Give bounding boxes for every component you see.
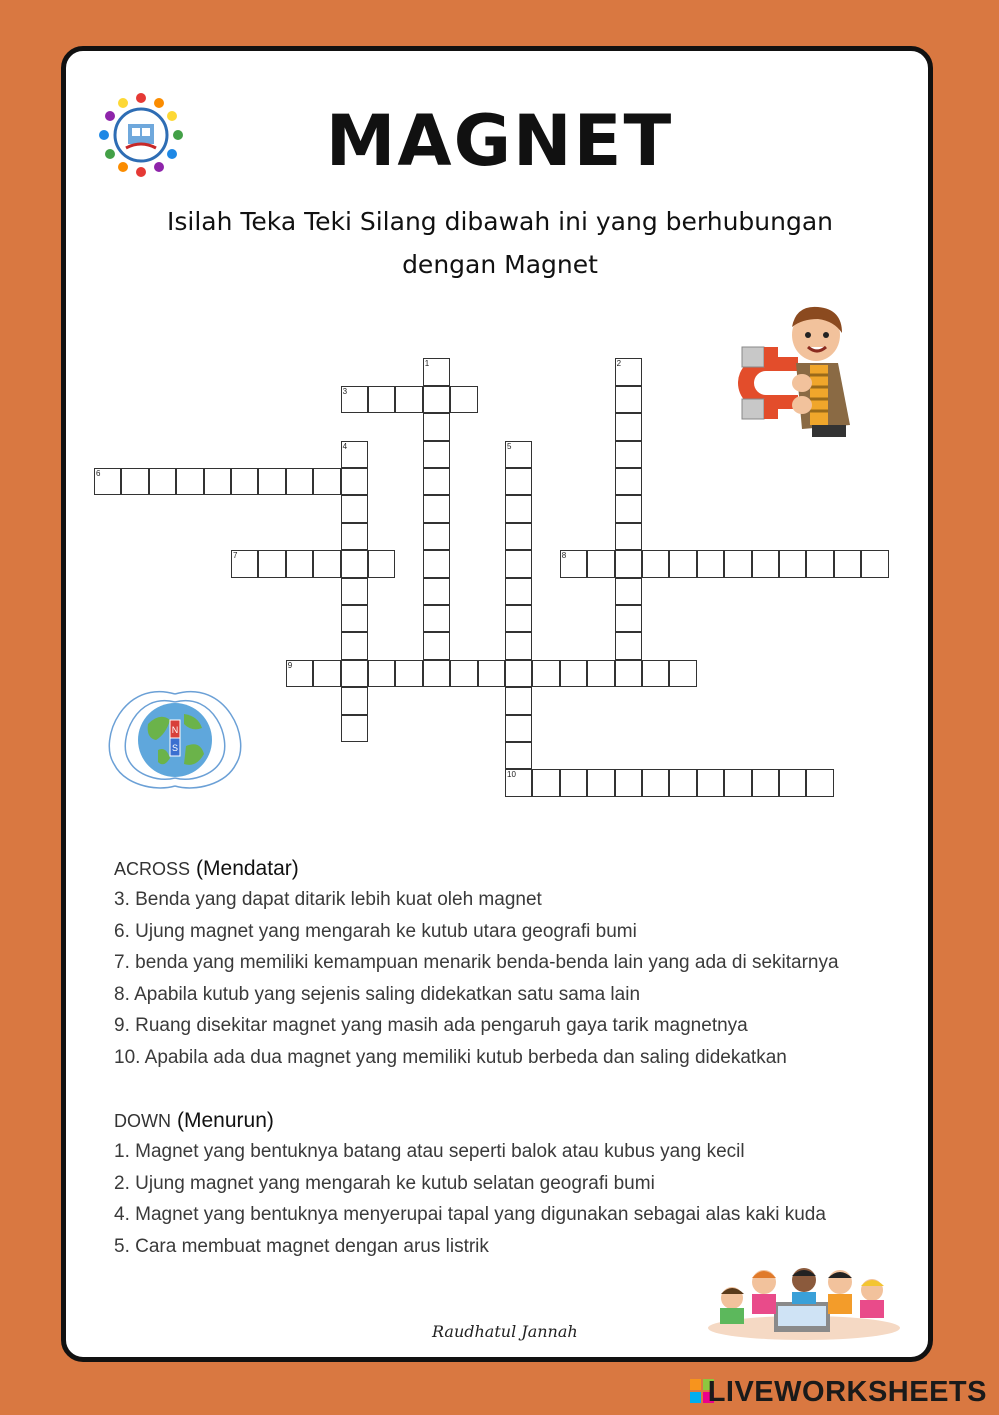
crossword-cell[interactable] <box>532 660 559 687</box>
crossword-clue-number: 9 <box>287 660 293 670</box>
crossword-cell[interactable] <box>423 578 450 605</box>
across-heading: ACROSS <box>114 859 191 879</box>
crossword-cell[interactable] <box>615 632 642 659</box>
clue-down-4: 4. Magnet yang bentuknya menyerupai tapal yang digunakan sebagai alas kaki kuda <box>114 1204 826 1226</box>
crossword-cell[interactable] <box>752 769 779 796</box>
liveworksheets-brand[interactable]: LIVEWORKSHEETS <box>707 1376 987 1408</box>
crossword-cell[interactable] <box>121 468 148 495</box>
crossword-cell[interactable] <box>423 413 450 440</box>
crossword-cell[interactable] <box>423 386 450 413</box>
clue-across-9: 9. Ruang disekitar magnet yang masih ada pengaruh gaya tarik magnetnya <box>114 1015 748 1037</box>
crossword-cell[interactable] <box>341 660 368 687</box>
clue-across-3: 3. Benda yang dapat ditarik lebih kuat oleh magnet <box>114 889 542 910</box>
crossword-cell[interactable] <box>697 550 724 577</box>
crossword-cell[interactable] <box>204 468 231 495</box>
crossword-cell[interactable] <box>423 660 450 687</box>
crossword-cell[interactable] <box>258 550 285 577</box>
crossword-cell[interactable] <box>615 495 642 522</box>
svg-text:N: N <box>171 725 179 735</box>
crossword-cell[interactable] <box>313 660 340 687</box>
crossword-cell[interactable] <box>341 605 368 632</box>
crossword-clue-number: 10 <box>507 770 516 780</box>
crossword-cell[interactable] <box>368 660 395 687</box>
crossword-cell[interactable] <box>313 468 340 495</box>
crossword-cell[interactable] <box>450 660 477 687</box>
crossword-cell[interactable] <box>341 495 368 522</box>
crossword-clue-number: 2 <box>616 359 622 369</box>
crossword-cell[interactable] <box>752 550 779 577</box>
children-studying-illustration <box>704 1262 904 1342</box>
crossword-cell[interactable] <box>724 769 751 796</box>
crossword-cell[interactable] <box>615 550 642 577</box>
crossword-cell[interactable] <box>642 550 669 577</box>
crossword-cell[interactable] <box>806 550 833 577</box>
crossword-cell[interactable] <box>395 386 422 413</box>
crossword-cell[interactable] <box>505 523 532 550</box>
crossword-cell[interactable] <box>258 468 285 495</box>
crossword-cell[interactable] <box>505 742 532 769</box>
crossword-cell[interactable] <box>615 523 642 550</box>
crossword-cell[interactable] <box>724 550 751 577</box>
crossword-cell[interactable] <box>368 386 395 413</box>
svg-text:S: S <box>171 743 179 753</box>
clue-down-5: 5. Cara membuat magnet dengan arus listrik <box>114 1235 489 1257</box>
down-heading-translation: (Menurun) <box>177 1109 274 1132</box>
crossword-cell[interactable] <box>423 495 450 522</box>
crossword-cell[interactable] <box>532 769 559 796</box>
crossword-cell[interactable] <box>669 769 696 796</box>
crossword-cell[interactable] <box>861 550 888 577</box>
crossword-cell[interactable] <box>505 632 532 659</box>
crossword-cell[interactable] <box>505 495 532 522</box>
crossword-cell[interactable] <box>423 605 450 632</box>
crossword-cell[interactable] <box>341 715 368 742</box>
clue-across-6: 6. Ujung magnet yang mengarah ke kutub utara geografi bumi <box>114 920 637 942</box>
crossword-clue-number: 5 <box>507 441 512 451</box>
crossword-cell[interactable] <box>587 769 614 796</box>
down-clues <box>114 1106 934 1262</box>
crossword-cell[interactable] <box>642 660 669 687</box>
page-title: MAGNET <box>325 100 674 182</box>
crossword-clue-number: 8 <box>561 551 567 561</box>
crossword-cell[interactable] <box>313 550 340 577</box>
crossword-cell[interactable] <box>505 687 532 714</box>
across-heading-translation: (Mendatar) <box>196 857 299 880</box>
crossword-cell[interactable] <box>615 386 642 413</box>
author-signature: Raudhatul Jannah <box>432 1322 578 1341</box>
crossword-cell[interactable] <box>505 605 532 632</box>
crossword-cell[interactable] <box>615 769 642 796</box>
crossword-cell[interactable] <box>286 550 313 577</box>
crossword-cell[interactable] <box>669 550 696 577</box>
earth-magnetic-field-illustration <box>104 684 246 796</box>
crossword-cell[interactable] <box>505 715 532 742</box>
crossword-clue-number: 3 <box>342 386 348 396</box>
crossword-cell[interactable] <box>478 660 505 687</box>
crossword-cell[interactable] <box>341 468 368 495</box>
clue-across-10: 10. Apabila ada dua magnet yang memiliki kutub berbeda dan saling didekatkan <box>114 1046 787 1068</box>
crossword-cell[interactable] <box>423 632 450 659</box>
down-heading: DOWN <box>114 1111 171 1131</box>
crossword-cell[interactable] <box>423 468 450 495</box>
crossword-cell[interactable] <box>615 605 642 632</box>
clue-across-8: 8. Apabila kutub yang sejenis saling didekatkan satu sama lain <box>114 983 641 1005</box>
crossword-cell[interactable] <box>615 468 642 495</box>
crossword-cell[interactable] <box>615 660 642 687</box>
crossword-cell[interactable] <box>176 468 203 495</box>
crossword-cell[interactable] <box>286 468 313 495</box>
crossword-clue-number: 6 <box>96 469 101 478</box>
crossword-cell[interactable] <box>505 550 532 577</box>
boy-with-magnet-illustration <box>738 305 866 440</box>
clue-down-2: 2. Ujung magnet yang mengarah ke kutub selatan geografi bumi <box>114 1172 655 1194</box>
crossword-cell[interactable] <box>697 769 724 796</box>
crossword-cell[interactable] <box>423 441 450 468</box>
crossword-clue-number: 7 <box>233 551 238 561</box>
instruction-text: Isilah Teka Teki Silang dibawah ini yang berhubungan dengan Magnet <box>166 207 833 279</box>
crossword-cell[interactable] <box>395 660 422 687</box>
crossword-cell[interactable] <box>341 523 368 550</box>
crossword-cell[interactable] <box>505 578 532 605</box>
crossword-cell[interactable] <box>368 550 395 577</box>
crossword-cell[interactable] <box>231 468 258 495</box>
clue-down-1: 1. Magnet yang bentuknya batang atau seperti balok atau kubus yang kecil <box>114 1141 745 1162</box>
crossword-cell[interactable] <box>615 578 642 605</box>
crossword-clue-number: 1 <box>424 359 430 369</box>
crossword-cell[interactable] <box>642 769 669 796</box>
crossword-cell[interactable] <box>341 578 368 605</box>
crossword-cell[interactable] <box>341 687 368 714</box>
crossword-cell[interactable] <box>450 386 477 413</box>
crossword-cell[interactable] <box>423 523 450 550</box>
crossword-cell[interactable] <box>505 660 532 687</box>
crossword-cell[interactable] <box>505 468 532 495</box>
crossword-cell[interactable] <box>806 769 833 796</box>
crossword-clue-number: 4 <box>342 441 348 451</box>
crossword-cell[interactable] <box>669 660 696 687</box>
crossword-cell[interactable] <box>560 660 587 687</box>
crossword-cell[interactable] <box>615 441 642 468</box>
crossword-cell[interactable] <box>587 660 614 687</box>
crossword-cell[interactable] <box>779 769 806 796</box>
crossword-cell[interactable] <box>834 550 861 577</box>
crossword-cell[interactable] <box>587 550 614 577</box>
clue-across-7: 7. benda yang memiliki kemampuan menarik benda-benda lain yang ada di sekitarnya <box>114 952 839 974</box>
crossword-cell[interactable] <box>341 632 368 659</box>
crossword-cell[interactable] <box>423 550 450 577</box>
crossword-cell[interactable] <box>560 769 587 796</box>
crossword-cell[interactable] <box>341 550 368 577</box>
crossword-cell[interactable] <box>149 468 176 495</box>
crossword-cell[interactable] <box>615 413 642 440</box>
crossword-cell[interactable] <box>779 550 806 577</box>
across-clues <box>114 854 934 1074</box>
